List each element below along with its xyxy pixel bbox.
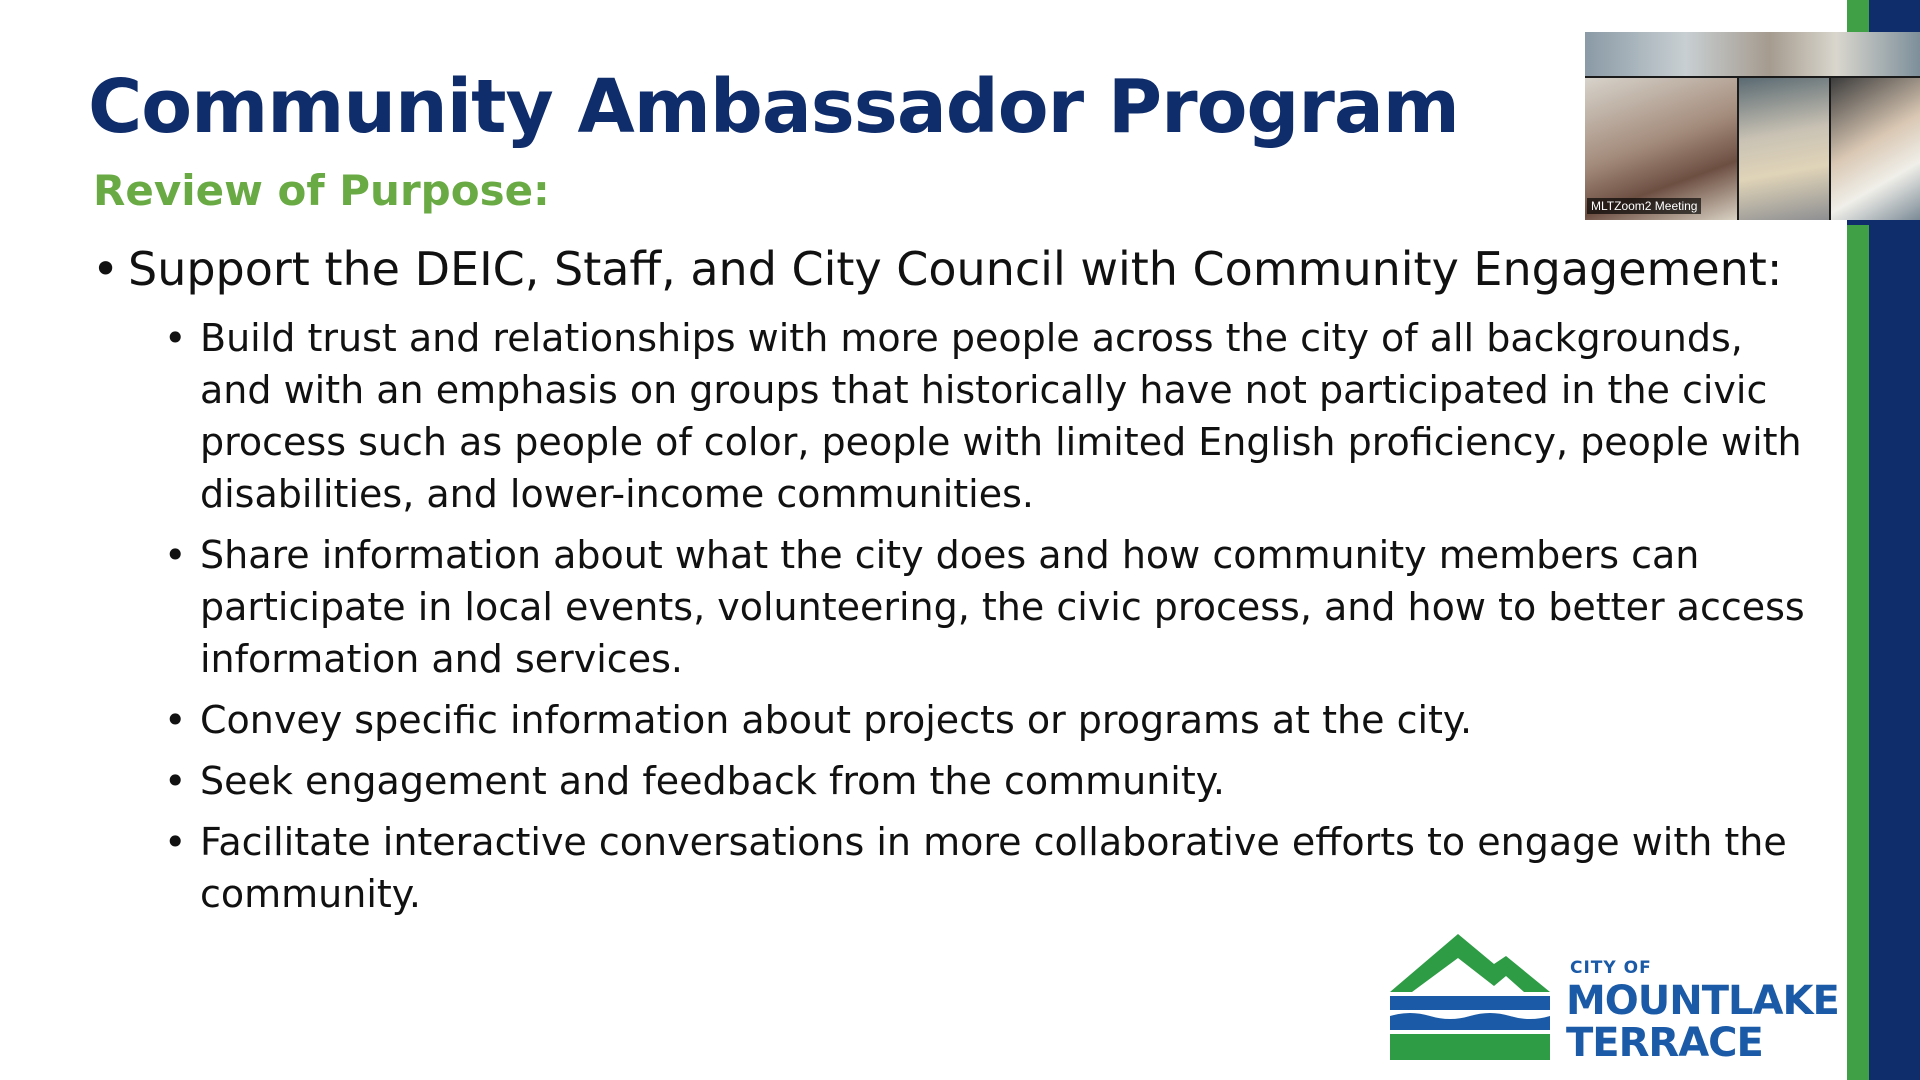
sub-bullet-text: Convey specific information about projects or programs at the city.: [200, 698, 1473, 742]
bullet-dot-icon: •: [92, 242, 120, 296]
main-bullet: [90, 240, 1820, 298]
sub-bullet-item: [164, 755, 1820, 807]
sub-bullet-text: Build trust and relationships with more people across the city of all backgrounds, and with an emphasis on groups that historically have not participated in the civic process such as people of color, people with limited English proficiency, people with disabilities, and lower-income communities.: [200, 316, 1802, 516]
sub-bullet-text: Share information about what the city does and how community members can participate in local events, volunteering, the civic process, and how to better access information and services.: [200, 533, 1805, 681]
bullet-dot-icon: •: [164, 820, 187, 864]
sub-bullet-item: [164, 694, 1820, 746]
sub-bullet-text: Seek engagement and feedback from the community.: [200, 759, 1225, 803]
slide-accent-bar-green-top: [1847, 0, 1869, 32]
video-gallery-strip[interactable]: [1585, 32, 1920, 76]
sub-bullet-item: [164, 816, 1820, 920]
sub-bullet-item: [164, 312, 1820, 520]
video-conference-panel[interactable]: [1585, 32, 1920, 220]
participant-video-tile[interactable]: [1831, 78, 1920, 220]
participant-video-tile[interactable]: [1739, 78, 1829, 220]
sub-bullet-list: [90, 312, 1820, 920]
logo-city-of: CITY OF: [1570, 958, 1652, 978]
mountain-lake-icon: [1390, 930, 1550, 1060]
logo-mountlake: MOUNTLAKE: [1566, 978, 1839, 1024]
participant-name-label: MLTZoom2 Meeting: [1587, 198, 1701, 214]
slide-accent-bar-green: [1847, 225, 1869, 1080]
slide-title: Community Ambassador Program: [88, 64, 1459, 150]
bullet-dot-icon: •: [164, 698, 187, 742]
sub-bullet-item: [164, 529, 1820, 685]
main-bullet-text: Support the DEIC, Staff, and City Council with Community Engagement:: [128, 242, 1783, 296]
slide-subtitle: Review of Purpose:: [93, 166, 550, 215]
bullet-dot-icon: •: [164, 316, 187, 360]
slide-content: [90, 240, 1820, 929]
sub-bullet-text: Facilitate interactive conversations in more collaborative efforts to engage with the community.: [200, 820, 1787, 916]
bullet-dot-icon: •: [164, 759, 187, 803]
city-logo: [1390, 930, 1839, 1066]
bullet-dot-icon: •: [164, 533, 187, 577]
logo-terrace: TERRACE: [1566, 1020, 1763, 1066]
